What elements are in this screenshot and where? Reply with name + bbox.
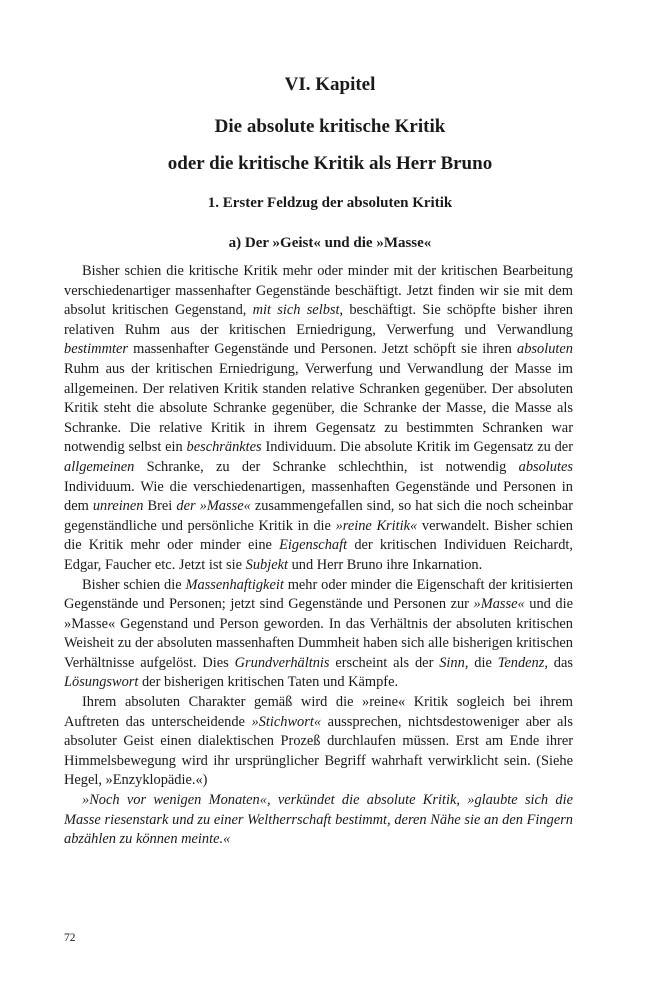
chapter-subtitle: oder die kritische Kritik als Herr Bruno [167, 153, 493, 174]
emphasis-text: absoluten [517, 341, 573, 358]
emphasis-text: »Masse« [473, 596, 525, 613]
subsection-heading: a) Der »Geist« und die »Masse« [228, 235, 432, 251]
text-run: und die »Masse« Gegenstand und Person geworden. In das Verhältnis der absoluten kritischen Weisheit zu der absoluten massenhaften Dummheit haben sich alle bisherigen kritischen Verhältnisse aufgelöst. Dies [64, 596, 573, 671]
text-run: Ruhm aus der kritischen Erniedrigung, Verwerfung und Verwandlung der Masse im allgemeinen. Der relativen Kritik standen relative Schranken gegenüber. Der absoluten Kritik steht die absolute Schranke gegenüber, die Schranke der Masse, die Masse als Schranke. Die relative Kritik in ihrem Gegensatz zu bestimmten Schranken war notwendig selbst ein [64, 360, 573, 456]
text-run: mehr oder minder die Eigenschaft der kritisierten Gegenstände und Personen; jetzt sind Gegenstände und Personen zur [64, 576, 573, 613]
emphasis-text: der »Masse« [176, 498, 251, 515]
text-run: der bisherigen kritischen Taten und Kämpfe. [138, 674, 399, 691]
text-run: Bisher schien die [82, 576, 186, 593]
emphasis-text: unreinen [92, 498, 144, 515]
page-number: 72 [64, 932, 76, 944]
emphasis-text: allgemeinen [64, 458, 135, 475]
emphasis-text: »reine Kritik« [335, 517, 418, 534]
emphasis-text: absolutes [518, 458, 573, 475]
text-run: verwandelt. Bisher schien die Kritik mehr oder minder eine [64, 517, 574, 554]
text-run: Ihrem absoluten Charakter gemäß wird die »reine« Kritik sogleich bei ihrem Auftreten das unterscheidende [64, 694, 573, 730]
section-heading: 1. Erster Feldzug der absoluten Kritik [207, 195, 453, 211]
paragraph-2 [64, 576, 573, 694]
text-run: Individuum. Wie die verschiedenartigen, massenhaften Gegenstände und Personen in dem [64, 478, 573, 515]
body-text [64, 262, 573, 850]
text-run: zusammengefallen sind, so hat sich die noch scheinbar gegenständliche und persönliche Kritik in die [64, 498, 573, 534]
text-run: , beschäftigt. Sie schöpfte bisher ihren relativen Ruhm aus der kritischen Erniedrigung, Verwerfung und Verwandlung [64, 302, 573, 338]
emphasis-text: Massenhaftigkeit [185, 576, 284, 593]
emphasis-text: Sinn [439, 654, 465, 671]
emphasis-text: mit sich selbst [252, 302, 340, 319]
chapter-heading: VI. Kapitel [284, 74, 376, 95]
emphasis-text: Grundverhältnis [234, 654, 330, 671]
text-run: und Herr Bruno ihre Inkarnation. [288, 556, 483, 573]
emphasis-text: Lösungswort [64, 674, 139, 691]
text-run: aussprechen, nichtsdestoweniger aber als absoluter Geist einen dialektischen Prozeß durchlaufen müssen. Erst am Ende ihrer Himmelsbewegung wird ihr ursprünglicher Begriff wahrhaft verwirklicht sein. (Siehe Hegel, »Enzyklopädie.«) [64, 713, 573, 789]
text-run: , das [544, 654, 573, 671]
text-run: , die [464, 654, 498, 671]
text-run: erscheint als der [329, 654, 440, 671]
emphasis-text: »Stichwort« [251, 713, 322, 730]
text-run: der kritischen Individuen Reichardt, Edgar, Faucher etc. Jetzt ist sie [64, 537, 573, 573]
emphasis-text: »Noch vor wenigen Monaten«, verkündet die absolute Kritik, »glaubte sich die Masse riesenstark und zu einer Weltherrschaft bestimmt, deren Nähe sie an den Fingern abzählen zu können meinte.« [64, 792, 573, 848]
paragraph-1 [64, 262, 573, 576]
paragraph-4 [64, 791, 573, 850]
emphasis-text: bestimmter [64, 341, 128, 358]
text-run: massenhafter Gegenstände und Personen. Jetzt schöpft sie ihren [127, 341, 518, 358]
chapter-title: Die absolute kritische Kritik [214, 116, 446, 137]
text-run: Individuum. Die absolute Kritik im Gegensatz zu der [261, 439, 573, 456]
emphasis-text: Tendenz [497, 654, 545, 671]
emphasis-text: Eigenschaft [279, 537, 348, 554]
text-run: Brei [143, 498, 177, 515]
emphasis-text: Subjekt [245, 556, 288, 573]
emphasis-text: beschränktes [186, 439, 262, 456]
text-run: Bisher schien die kritische Kritik mehr oder minder mit der kritischen Bearbeitung verschiedenartiger massenhafter Gegenstände beschäftigt. Jetzt finden wir sie mit dem absolut kritischen Gegenstand, [64, 263, 573, 319]
text-run: Schranke, zu der Schranke schlechthin, ist notwendig [134, 458, 519, 475]
paragraph-3 [64, 693, 573, 791]
